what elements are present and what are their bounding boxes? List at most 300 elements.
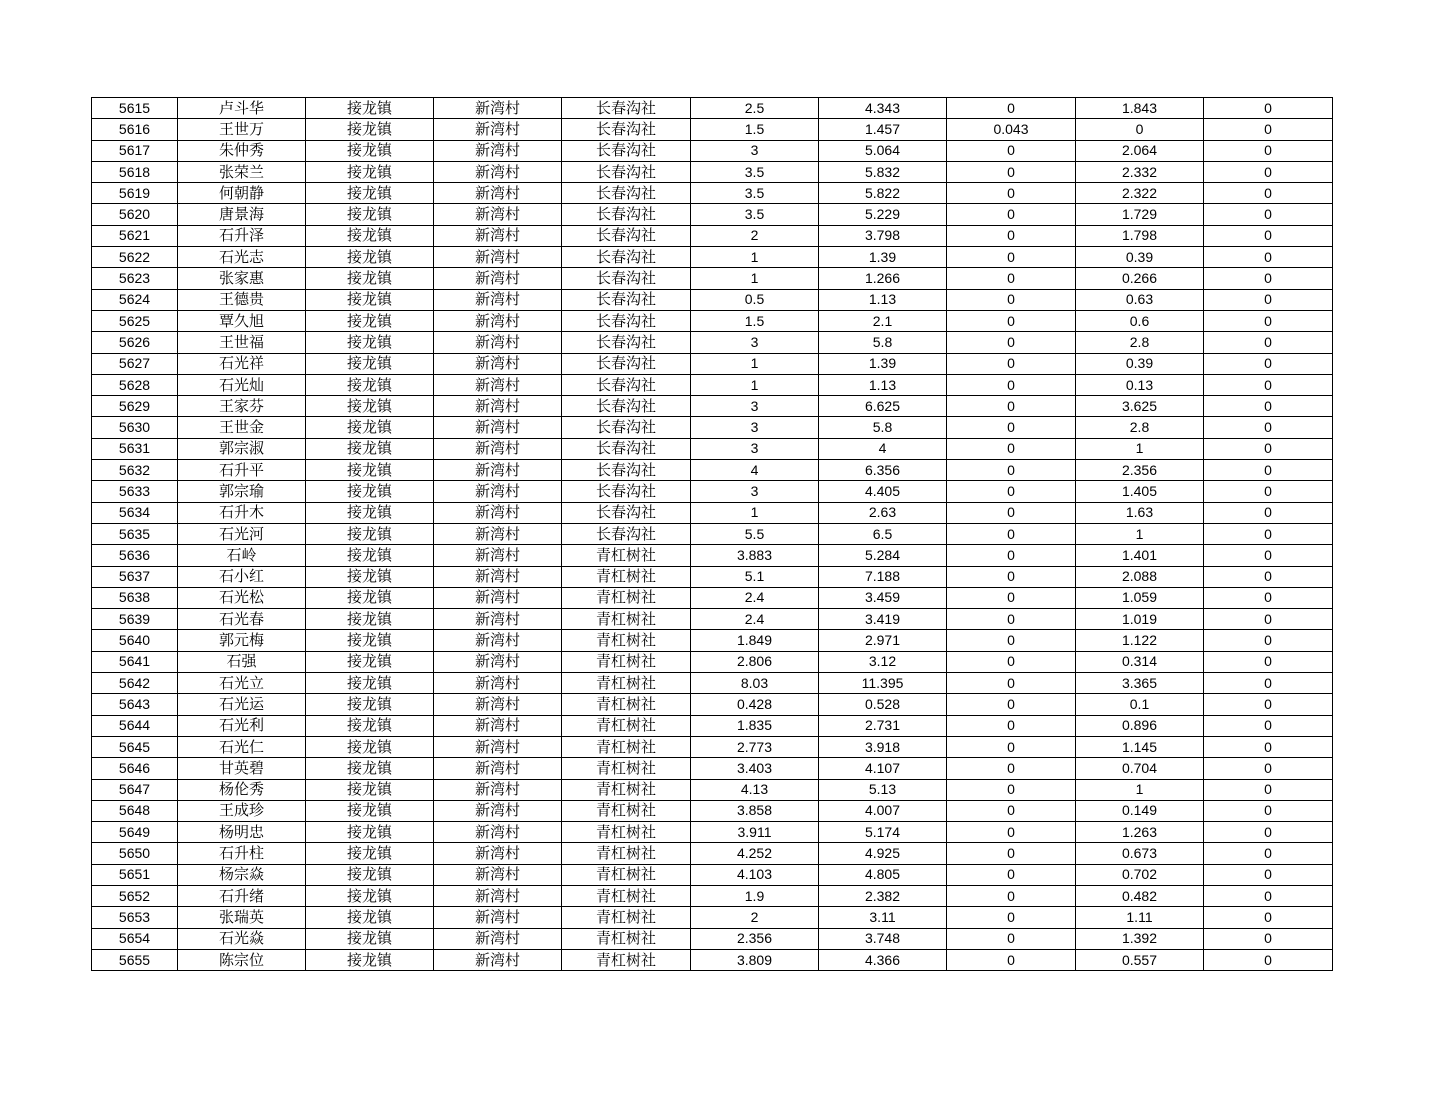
cell-value-c: 0 [947,98,1076,119]
cell-town: 接龙镇 [306,758,434,779]
cell-value-b: 4.007 [819,800,947,821]
cell-group: 青杠树社 [562,736,691,757]
cell-village: 新湾村 [434,268,562,289]
cell-value-b: 5.8 [819,332,947,353]
cell-name: 石光利 [178,715,306,736]
table-row [92,694,1333,715]
cell-value-a: 3 [691,417,819,438]
cell-value-b: 6.5 [819,523,947,544]
table-row [92,417,1333,438]
cell-name: 石升绪 [178,885,306,906]
cell-value-e: 0 [1204,460,1333,481]
cell-town: 接龙镇 [306,545,434,566]
cell-record-id: 5621 [92,225,178,246]
cell-value-d: 0.39 [1076,247,1204,268]
cell-group: 青杠树社 [562,758,691,779]
cell-village: 新湾村 [434,183,562,204]
cell-record-id: 5644 [92,715,178,736]
cell-value-d: 1.729 [1076,204,1204,225]
cell-value-c: 0 [947,502,1076,523]
cell-group: 长春沟社 [562,374,691,395]
cell-name: 卢斗华 [178,98,306,119]
cell-village: 新湾村 [434,289,562,310]
table-row [92,758,1333,779]
cell-record-id: 5655 [92,949,178,970]
cell-town: 接龙镇 [306,119,434,140]
table-row [92,98,1333,119]
table-row [92,630,1333,651]
cell-name: 张荣兰 [178,161,306,182]
table-row [92,310,1333,331]
cell-town: 接龙镇 [306,225,434,246]
table-row [92,481,1333,502]
cell-value-b: 4.366 [819,949,947,970]
table-row [92,673,1333,694]
cell-town: 接龙镇 [306,673,434,694]
cell-town: 接龙镇 [306,694,434,715]
cell-value-b: 7.188 [819,566,947,587]
cell-town: 接龙镇 [306,651,434,672]
cell-name: 石光立 [178,673,306,694]
table-row [92,268,1333,289]
cell-group: 青杠树社 [562,928,691,949]
cell-value-d: 2.322 [1076,183,1204,204]
cell-value-e: 0 [1204,502,1333,523]
cell-group: 青杠树社 [562,864,691,885]
cell-value-e: 0 [1204,630,1333,651]
cell-name: 石光仁 [178,736,306,757]
cell-village: 新湾村 [434,523,562,544]
cell-value-d: 2.356 [1076,460,1204,481]
cell-value-d: 3.365 [1076,673,1204,694]
table-row [92,140,1333,161]
cell-value-b: 3.918 [819,736,947,757]
table-row [92,885,1333,906]
cell-record-id: 5615 [92,98,178,119]
cell-record-id: 5626 [92,332,178,353]
cell-name: 陈宗位 [178,949,306,970]
cell-value-d: 0.702 [1076,864,1204,885]
cell-town: 接龙镇 [306,268,434,289]
cell-town: 接龙镇 [306,587,434,608]
cell-record-id: 5617 [92,140,178,161]
cell-value-d: 0.149 [1076,800,1204,821]
cell-record-id: 5642 [92,673,178,694]
cell-value-b: 3.11 [819,907,947,928]
cell-name: 石岭 [178,545,306,566]
table-row [92,204,1333,225]
cell-record-id: 5636 [92,545,178,566]
cell-value-b: 5.174 [819,822,947,843]
cell-value-a: 2.356 [691,928,819,949]
cell-value-a: 0.428 [691,694,819,715]
cell-town: 接龙镇 [306,885,434,906]
cell-town: 接龙镇 [306,183,434,204]
cell-record-id: 5635 [92,523,178,544]
cell-record-id: 5631 [92,438,178,459]
cell-value-e: 0 [1204,609,1333,630]
cell-value-c: 0 [947,374,1076,395]
cell-record-id: 5638 [92,587,178,608]
cell-town: 接龙镇 [306,396,434,417]
cell-value-d: 0.896 [1076,715,1204,736]
cell-group: 青杠树社 [562,949,691,970]
cell-value-b: 2.63 [819,502,947,523]
cell-group: 青杠树社 [562,843,691,864]
cell-value-a: 4 [691,460,819,481]
cell-value-b: 1.457 [819,119,947,140]
cell-name: 甘英碧 [178,758,306,779]
cell-value-d: 0.673 [1076,843,1204,864]
cell-value-e: 0 [1204,119,1333,140]
cell-value-e: 0 [1204,779,1333,800]
cell-value-e: 0 [1204,204,1333,225]
cell-record-id: 5619 [92,183,178,204]
cell-value-a: 2 [691,907,819,928]
cell-village: 新湾村 [434,928,562,949]
cell-value-b: 3.798 [819,225,947,246]
cell-town: 接龙镇 [306,907,434,928]
cell-group: 长春沟社 [562,183,691,204]
cell-value-b: 3.419 [819,609,947,630]
cell-value-e: 0 [1204,928,1333,949]
cell-name: 唐景海 [178,204,306,225]
cell-value-c: 0 [947,609,1076,630]
cell-village: 新湾村 [434,843,562,864]
cell-group: 青杠树社 [562,651,691,672]
cell-group: 长春沟社 [562,289,691,310]
table-row [92,545,1333,566]
cell-value-c: 0 [947,247,1076,268]
cell-name: 王家芬 [178,396,306,417]
table-row [92,736,1333,757]
cell-record-id: 5650 [92,843,178,864]
cell-village: 新湾村 [434,247,562,268]
cell-name: 杨伦秀 [178,779,306,800]
cell-name: 张瑞英 [178,907,306,928]
cell-value-e: 0 [1204,907,1333,928]
cell-name: 何朝静 [178,183,306,204]
cell-value-c: 0 [947,545,1076,566]
cell-value-a: 2 [691,225,819,246]
cell-group: 长春沟社 [562,523,691,544]
table-row [92,843,1333,864]
cell-value-e: 0 [1204,332,1333,353]
cell-value-a: 4.252 [691,843,819,864]
cell-village: 新湾村 [434,438,562,459]
cell-value-d: 1.145 [1076,736,1204,757]
cell-value-d: 0.13 [1076,374,1204,395]
cell-value-d: 0.314 [1076,651,1204,672]
cell-record-id: 5646 [92,758,178,779]
cell-value-d: 1 [1076,779,1204,800]
cell-value-a: 3.858 [691,800,819,821]
cell-value-c: 0 [947,843,1076,864]
cell-name: 郭宗淑 [178,438,306,459]
cell-record-id: 5622 [92,247,178,268]
cell-value-a: 5.5 [691,523,819,544]
cell-town: 接龙镇 [306,161,434,182]
cell-value-a: 1 [691,502,819,523]
cell-value-d: 1.798 [1076,225,1204,246]
cell-name: 郭宗瑜 [178,481,306,502]
table-row [92,779,1333,800]
cell-value-c: 0 [947,928,1076,949]
cell-village: 新湾村 [434,864,562,885]
cell-village: 新湾村 [434,502,562,523]
cell-name: 朱仲秀 [178,140,306,161]
cell-record-id: 5637 [92,566,178,587]
cell-town: 接龙镇 [306,98,434,119]
cell-value-e: 0 [1204,843,1333,864]
cell-group: 青杠树社 [562,630,691,651]
cell-value-d: 0.704 [1076,758,1204,779]
cell-town: 接龙镇 [306,630,434,651]
table-row [92,609,1333,630]
cell-value-e: 0 [1204,310,1333,331]
cell-name: 石光焱 [178,928,306,949]
cell-value-d: 2.8 [1076,417,1204,438]
table-row [92,460,1333,481]
table-row [92,715,1333,736]
cell-village: 新湾村 [434,587,562,608]
cell-name: 杨明忠 [178,822,306,843]
cell-record-id: 5618 [92,161,178,182]
cell-town: 接龙镇 [306,864,434,885]
cell-name: 王德贵 [178,289,306,310]
cell-village: 新湾村 [434,651,562,672]
cell-value-c: 0 [947,225,1076,246]
cell-value-e: 0 [1204,140,1333,161]
cell-town: 接龙镇 [306,949,434,970]
cell-value-b: 3.12 [819,651,947,672]
cell-town: 接龙镇 [306,374,434,395]
cell-value-d: 0 [1076,119,1204,140]
cell-value-c: 0 [947,566,1076,587]
cell-group: 青杠树社 [562,545,691,566]
cell-village: 新湾村 [434,673,562,694]
cell-value-e: 0 [1204,694,1333,715]
cell-record-id: 5639 [92,609,178,630]
cell-value-d: 0.482 [1076,885,1204,906]
cell-town: 接龙镇 [306,800,434,821]
cell-value-e: 0 [1204,545,1333,566]
cell-record-id: 5634 [92,502,178,523]
cell-record-id: 5653 [92,907,178,928]
cell-record-id: 5620 [92,204,178,225]
cell-town: 接龙镇 [306,715,434,736]
cell-value-d: 0.6 [1076,310,1204,331]
cell-value-c: 0 [947,183,1076,204]
cell-record-id: 5643 [92,694,178,715]
cell-value-e: 0 [1204,247,1333,268]
cell-value-c: 0 [947,460,1076,481]
cell-value-e: 0 [1204,161,1333,182]
cell-value-c: 0 [947,779,1076,800]
cell-record-id: 5625 [92,310,178,331]
cell-value-c: 0 [947,949,1076,970]
cell-town: 接龙镇 [306,289,434,310]
cell-village: 新湾村 [434,396,562,417]
cell-value-c: 0 [947,587,1076,608]
cell-village: 新湾村 [434,758,562,779]
table-row [92,822,1333,843]
cell-village: 新湾村 [434,630,562,651]
table-row [92,800,1333,821]
cell-value-a: 4.103 [691,864,819,885]
cell-value-e: 0 [1204,396,1333,417]
cell-group: 青杠树社 [562,566,691,587]
cell-name: 石升平 [178,460,306,481]
cell-value-a: 1.849 [691,630,819,651]
cell-value-e: 0 [1204,949,1333,970]
cell-value-b: 1.266 [819,268,947,289]
cell-name: 石强 [178,651,306,672]
cell-value-e: 0 [1204,225,1333,246]
cell-value-a: 1 [691,353,819,374]
cell-value-e: 0 [1204,289,1333,310]
cell-value-d: 1.392 [1076,928,1204,949]
cell-record-id: 5640 [92,630,178,651]
cell-value-c: 0 [947,651,1076,672]
cell-value-e: 0 [1204,587,1333,608]
cell-record-id: 5616 [92,119,178,140]
cell-village: 新湾村 [434,98,562,119]
cell-village: 新湾村 [434,566,562,587]
cell-village: 新湾村 [434,694,562,715]
cell-town: 接龙镇 [306,928,434,949]
cell-group: 青杠树社 [562,885,691,906]
cell-value-d: 0.63 [1076,289,1204,310]
cell-record-id: 5648 [92,800,178,821]
table-row [92,183,1333,204]
cell-value-b: 11.395 [819,673,947,694]
table-row [92,864,1333,885]
table-row [92,907,1333,928]
cell-village: 新湾村 [434,736,562,757]
cell-town: 接龙镇 [306,460,434,481]
cell-value-b: 4.107 [819,758,947,779]
cell-value-e: 0 [1204,822,1333,843]
cell-name: 石升柱 [178,843,306,864]
cell-town: 接龙镇 [306,310,434,331]
cell-group: 长春沟社 [562,119,691,140]
cell-value-e: 0 [1204,885,1333,906]
cell-value-a: 0.5 [691,289,819,310]
table-row [92,502,1333,523]
cell-group: 长春沟社 [562,225,691,246]
cell-town: 接龙镇 [306,140,434,161]
cell-village: 新湾村 [434,119,562,140]
cell-value-b: 1.39 [819,353,947,374]
cell-town: 接龙镇 [306,332,434,353]
cell-village: 新湾村 [434,460,562,481]
cell-group: 长春沟社 [562,204,691,225]
cell-group: 青杠树社 [562,715,691,736]
cell-value-c: 0 [947,268,1076,289]
cell-value-b: 5.822 [819,183,947,204]
cell-value-a: 3 [691,140,819,161]
cell-group: 青杠树社 [562,800,691,821]
cell-town: 接龙镇 [306,609,434,630]
cell-value-a: 2.773 [691,736,819,757]
table-row [92,523,1333,544]
data-table [91,97,1333,971]
cell-value-e: 0 [1204,864,1333,885]
cell-value-e: 0 [1204,673,1333,694]
table-row [92,353,1333,374]
cell-value-d: 1.401 [1076,545,1204,566]
cell-value-a: 2.4 [691,609,819,630]
cell-value-d: 1.63 [1076,502,1204,523]
cell-value-a: 3.883 [691,545,819,566]
cell-value-b: 4.405 [819,481,947,502]
cell-value-a: 8.03 [691,673,819,694]
cell-value-b: 4.805 [819,864,947,885]
table-row [92,332,1333,353]
cell-name: 石升木 [178,502,306,523]
cell-group: 青杠树社 [562,694,691,715]
cell-value-b: 4.925 [819,843,947,864]
cell-town: 接龙镇 [306,736,434,757]
cell-value-a: 4.13 [691,779,819,800]
cell-record-id: 5627 [92,353,178,374]
cell-value-d: 2.088 [1076,566,1204,587]
cell-village: 新湾村 [434,353,562,374]
cell-group: 长春沟社 [562,332,691,353]
cell-value-c: 0 [947,140,1076,161]
cell-village: 新湾村 [434,779,562,800]
cell-record-id: 5645 [92,736,178,757]
cell-value-b: 1.13 [819,289,947,310]
cell-value-c: 0 [947,736,1076,757]
cell-value-c: 0 [947,864,1076,885]
cell-name: 石光运 [178,694,306,715]
cell-value-e: 0 [1204,758,1333,779]
cell-value-b: 4.343 [819,98,947,119]
cell-value-e: 0 [1204,800,1333,821]
cell-village: 新湾村 [434,822,562,843]
cell-value-d: 1.405 [1076,481,1204,502]
cell-name: 杨宗焱 [178,864,306,885]
cell-value-b: 2.382 [819,885,947,906]
cell-village: 新湾村 [434,949,562,970]
cell-value-e: 0 [1204,566,1333,587]
cell-group: 青杠树社 [562,609,691,630]
table-row [92,396,1333,417]
cell-name: 石小红 [178,566,306,587]
table-row [92,119,1333,140]
cell-value-a: 1.835 [691,715,819,736]
cell-value-a: 1.5 [691,310,819,331]
cell-value-c: 0 [947,800,1076,821]
cell-value-c: 0 [947,673,1076,694]
cell-village: 新湾村 [434,225,562,246]
cell-value-d: 0.266 [1076,268,1204,289]
cell-value-e: 0 [1204,523,1333,544]
cell-village: 新湾村 [434,310,562,331]
cell-value-a: 3.911 [691,822,819,843]
table-row [92,289,1333,310]
cell-group: 长春沟社 [562,161,691,182]
cell-value-a: 5.1 [691,566,819,587]
cell-record-id: 5647 [92,779,178,800]
cell-value-d: 1 [1076,438,1204,459]
cell-value-a: 3 [691,481,819,502]
cell-town: 接龙镇 [306,417,434,438]
cell-value-d: 3.625 [1076,396,1204,417]
cell-value-c: 0 [947,332,1076,353]
